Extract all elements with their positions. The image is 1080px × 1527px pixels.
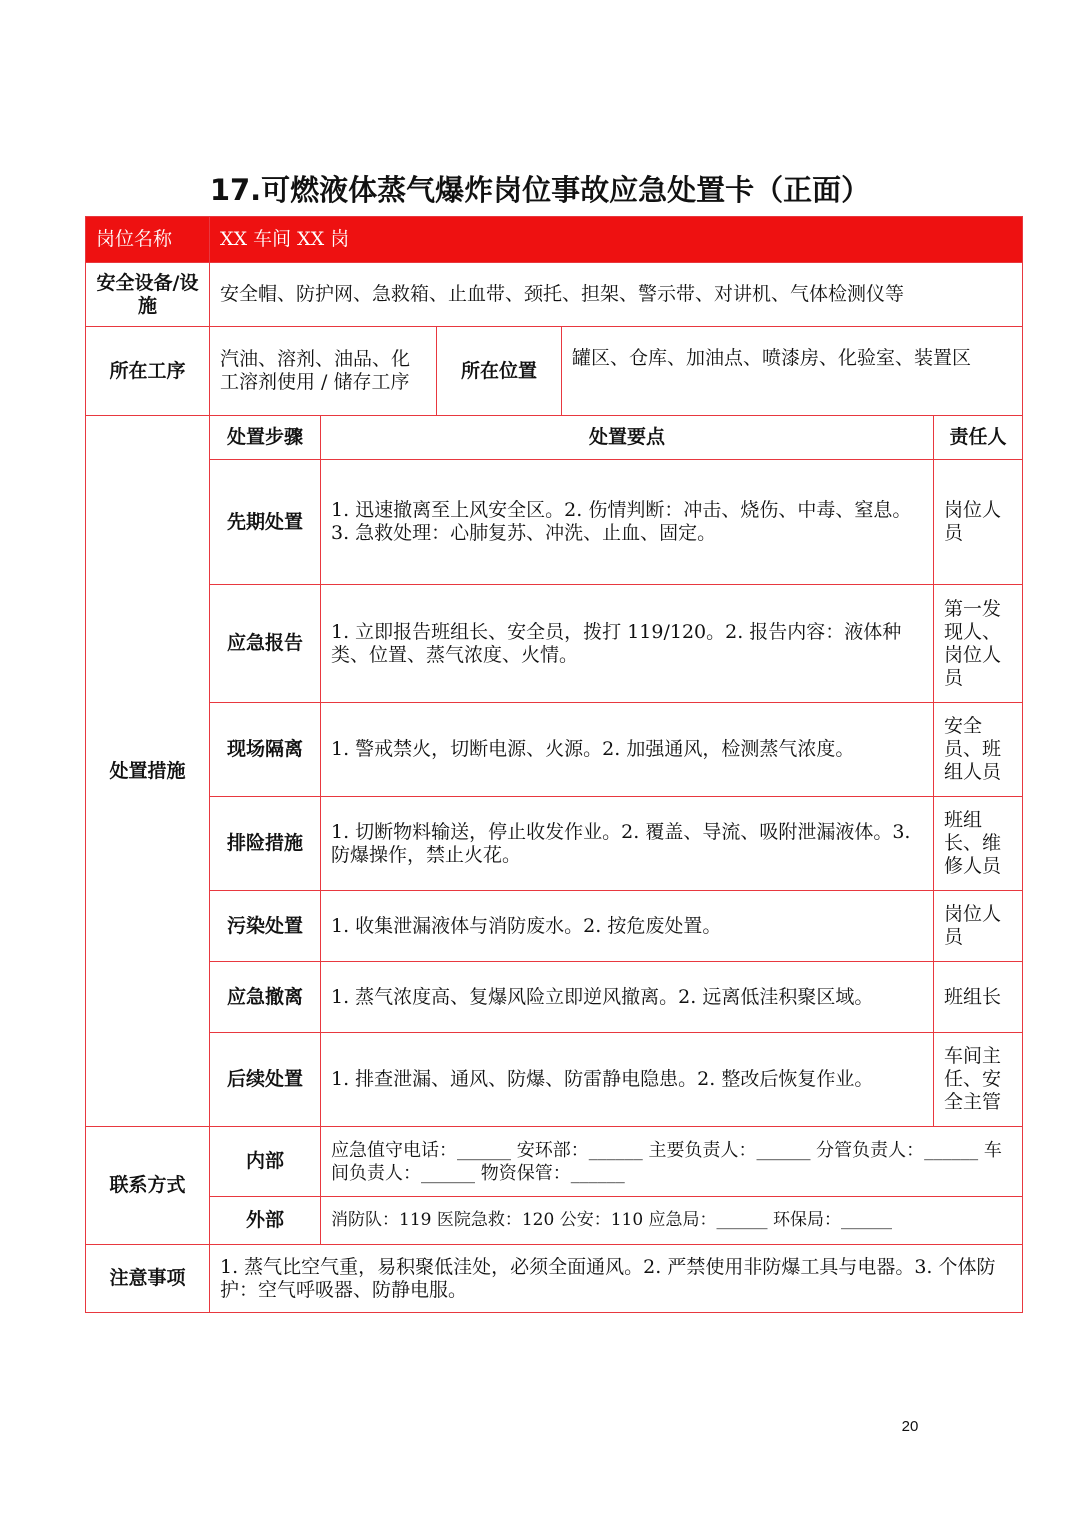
table-row xyxy=(86,891,1023,962)
points-cell: 1. 排查泄漏、通风、防爆、防雷静电隐患。2. 整改后恢复作业。 xyxy=(321,1033,934,1127)
step-cell: 先期处置 xyxy=(210,460,321,585)
post-name-value: XX 车间 XX 岗 xyxy=(210,217,1023,263)
equipment-value: 安全帽、防护网、急救箱、止血带、颈托、担架、警示带、对讲机、气体检测仪等 xyxy=(210,263,1023,327)
step-cell: 现场隔离 xyxy=(210,703,321,797)
person-cell: 班组长 xyxy=(934,962,1023,1033)
contacts-external-label: 外部 xyxy=(210,1197,321,1245)
col-points-header: 处置要点 xyxy=(321,416,934,460)
equipment-row xyxy=(86,263,1023,327)
step-cell: 排险措施 xyxy=(210,797,321,891)
notes-row xyxy=(86,1245,1023,1313)
contacts-internal-value: 应急值守电话：______ 安环部：______ 主要负责人：______ 分管负责人：______ 车间负责人：______ 物资保管：______ xyxy=(321,1127,1023,1197)
step-cell: 应急报告 xyxy=(210,585,321,703)
measures-label: 处置措施 xyxy=(86,416,210,1127)
contacts-external-row xyxy=(86,1197,1023,1245)
col-step-header: 处置步骤 xyxy=(210,416,321,460)
step-cell: 应急撤离 xyxy=(210,962,321,1033)
table-row xyxy=(86,703,1023,797)
points-cell: 1. 立即报告班组长、安全员，拨打 119/120。2. 报告内容：液体种类、位置、蒸气浓度、火情。 xyxy=(321,585,934,703)
person-cell: 安全员、班组人员 xyxy=(934,703,1023,797)
post-name-label: 岗位名称 xyxy=(86,217,210,263)
notes-label: 注意事项 xyxy=(86,1245,210,1313)
step-cell: 污染处置 xyxy=(210,891,321,962)
process-value: 汽油、溶剂、油品、化工溶剂使用 / 储存工序 xyxy=(210,327,437,416)
table-row xyxy=(86,797,1023,891)
points-cell: 1. 切断物料输送，停止收发作业。2. 覆盖、导流、吸附泄漏液体。3. 防爆操作，禁止火花。 xyxy=(321,797,934,891)
contacts-internal-row xyxy=(86,1127,1023,1197)
header-row xyxy=(86,217,1023,263)
location-label: 所在位置 xyxy=(437,327,562,416)
table-row xyxy=(86,1033,1023,1127)
person-cell: 车间主任、安全主管 xyxy=(934,1033,1023,1127)
process-label: 所在工序 xyxy=(86,327,210,416)
points-cell: 1. 蒸气浓度高、复爆风险立即逆风撤离。2. 远离低洼积聚区域。 xyxy=(321,962,934,1033)
points-cell: 1. 收集泄漏液体与消防废水。2. 按危废处置。 xyxy=(321,891,934,962)
contacts-external-value: 消防队：119 医院急救：120 公安：110 应急局：______ 环保局：______ xyxy=(321,1197,1023,1245)
step-cell: 后续处置 xyxy=(210,1033,321,1127)
table-row xyxy=(86,962,1023,1033)
person-cell: 班组长、维修人员 xyxy=(934,797,1023,891)
notes-value: 1. 蒸气比空气重，易积聚低洼处，必须全面通风。2. 严禁使用非防爆工具与电器。3. 个体防护：空气呼吸器、防静电服。 xyxy=(210,1245,1023,1313)
person-cell: 岗位人员 xyxy=(934,891,1023,962)
points-cell: 1. 警戒禁火，切断电源、火源。2. 加强通风，检测蒸气浓度。 xyxy=(321,703,934,797)
table-row xyxy=(86,585,1023,703)
contacts-label: 联系方式 xyxy=(86,1127,210,1245)
emergency-card-table xyxy=(85,216,1023,1313)
col-person-header: 责任人 xyxy=(934,416,1023,460)
process-row xyxy=(86,327,1023,416)
page-number: 20 xyxy=(901,1418,919,1435)
person-cell: 岗位人员 xyxy=(934,460,1023,585)
measures-header-row xyxy=(86,416,1023,460)
equipment-label: 安全设备/设施 xyxy=(86,263,210,327)
contacts-internal-label: 内部 xyxy=(210,1127,321,1197)
page-title: 17.可燃液体蒸气爆炸岗位事故应急处置卡（正面） xyxy=(209,173,871,207)
location-value: 罐区、仓库、加油点、喷漆房、化验室、装置区 xyxy=(562,327,1023,416)
points-cell: 1. 迅速撤离至上风安全区。2. 伤情判断：冲击、烧伤、中毒、窒息。3. 急救处理：心肺复苏、冲洗、止血、固定。 xyxy=(321,460,934,585)
person-cell: 第一发现人、岗位人员 xyxy=(934,585,1023,703)
table-row xyxy=(86,460,1023,585)
